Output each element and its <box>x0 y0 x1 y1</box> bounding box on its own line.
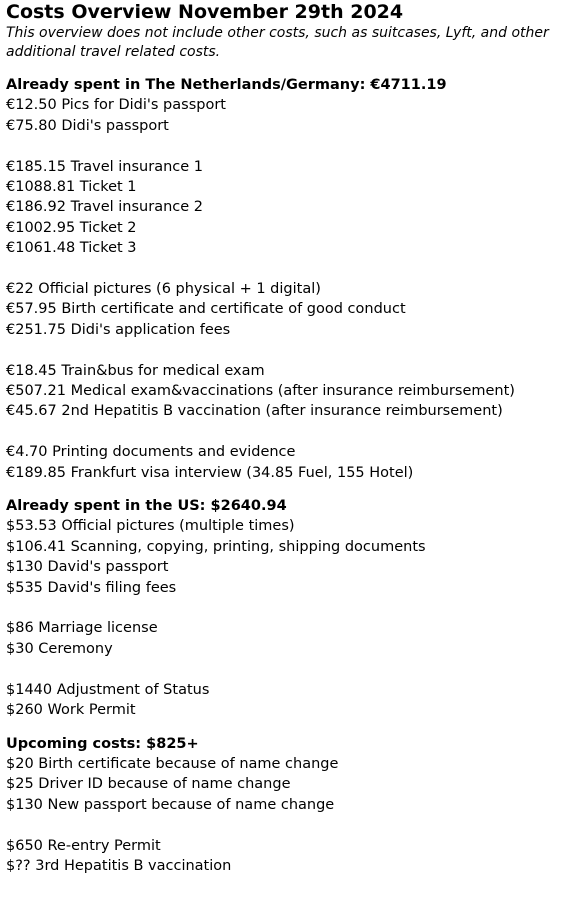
cost-line-item: $650 Re-entry Permit <box>6 837 161 854</box>
intro-note: This overview does not include other costs, such as suitcases, Lyft, and other additional travel related costs. <box>6 25 549 60</box>
cost-line-item: $106.41 Scanning, copying, printing, shipping documents <box>6 538 426 555</box>
cost-line-item: €45.67 2nd Hepatitis B vaccination (after insurance reimbursement) <box>6 403 503 420</box>
cost-line-item: €75.80 Didi's passport <box>6 117 169 134</box>
cost-sections <box>6 75 584 876</box>
cost-line-item: €185.15 Travel insurance 1 <box>6 158 204 175</box>
cost-line-item: $1440 Adjustment of Status <box>6 681 210 698</box>
cost-line-item: $53.53 Official pictures (multiple times) <box>6 518 295 535</box>
cost-line-item: $86 Marriage license <box>6 620 158 637</box>
cost-line-item: €507.21 Medical exam&vaccinations (after insurance reimbursement) <box>6 383 515 400</box>
cost-line-item: €251.75 Didi's application fees <box>6 321 231 338</box>
cost-line-item: $260 Work Permit <box>6 702 136 719</box>
cost-line-item: €12.50 Pics for Didi's passport <box>6 97 226 114</box>
cost-line-item: €1061.48 Ticket 3 <box>6 240 137 257</box>
cost-line-item: $130 David's passport <box>6 559 169 576</box>
cost-section <box>6 496 584 720</box>
cost-line-item: €1002.95 Ticket 2 <box>6 219 137 236</box>
section-header: Already spent in The Netherlands/Germany: €4711.19 <box>6 77 447 93</box>
cost-line-item: €189.85 Frankfurt visa interview (34.85 Fuel, 155 Hotel) <box>6 464 414 481</box>
cost-line-item: $20 Birth certificate because of name change <box>6 755 339 772</box>
cost-group <box>6 361 584 422</box>
cost-group <box>6 680 584 721</box>
cost-section <box>6 734 584 877</box>
page-title: Costs Overview November 29th 2024 <box>6 1 404 23</box>
cost-line-item: $25 Driver ID because of name change <box>6 776 291 793</box>
cost-line-item: $130 New passport because of name change <box>6 796 335 813</box>
cost-line-item: €18.45 Train&bus for medical exam <box>6 362 265 379</box>
cost-section <box>6 75 584 483</box>
cost-group <box>6 516 584 598</box>
cost-group <box>6 157 584 259</box>
section-header: Already spent in the US: $2640.94 <box>6 498 287 515</box>
cost-line-item: $30 Ceremony <box>6 640 113 657</box>
cost-line-item: €186.92 Travel insurance 2 <box>6 199 204 216</box>
cost-group <box>6 754 584 815</box>
cost-line-item: €4.70 Printing documents and evidence <box>6 444 296 461</box>
cost-line-item: €22 Official pictures (6 physical + 1 digital) <box>6 281 321 298</box>
cost-group <box>6 279 584 340</box>
cost-group <box>6 95 584 136</box>
cost-line-item: $535 David's filing fees <box>6 579 177 596</box>
cost-line-item: €1088.81 Ticket 1 <box>6 179 137 196</box>
section-header: Upcoming costs: $825+ <box>6 735 199 752</box>
cost-group <box>6 442 584 483</box>
cost-group <box>6 618 584 659</box>
cost-line-item: €57.95 Birth certificate and certificate of good conduct <box>6 301 406 318</box>
cost-line-item: $?? 3rd Hepatitis B vaccination <box>6 857 232 874</box>
cost-group <box>6 836 584 877</box>
